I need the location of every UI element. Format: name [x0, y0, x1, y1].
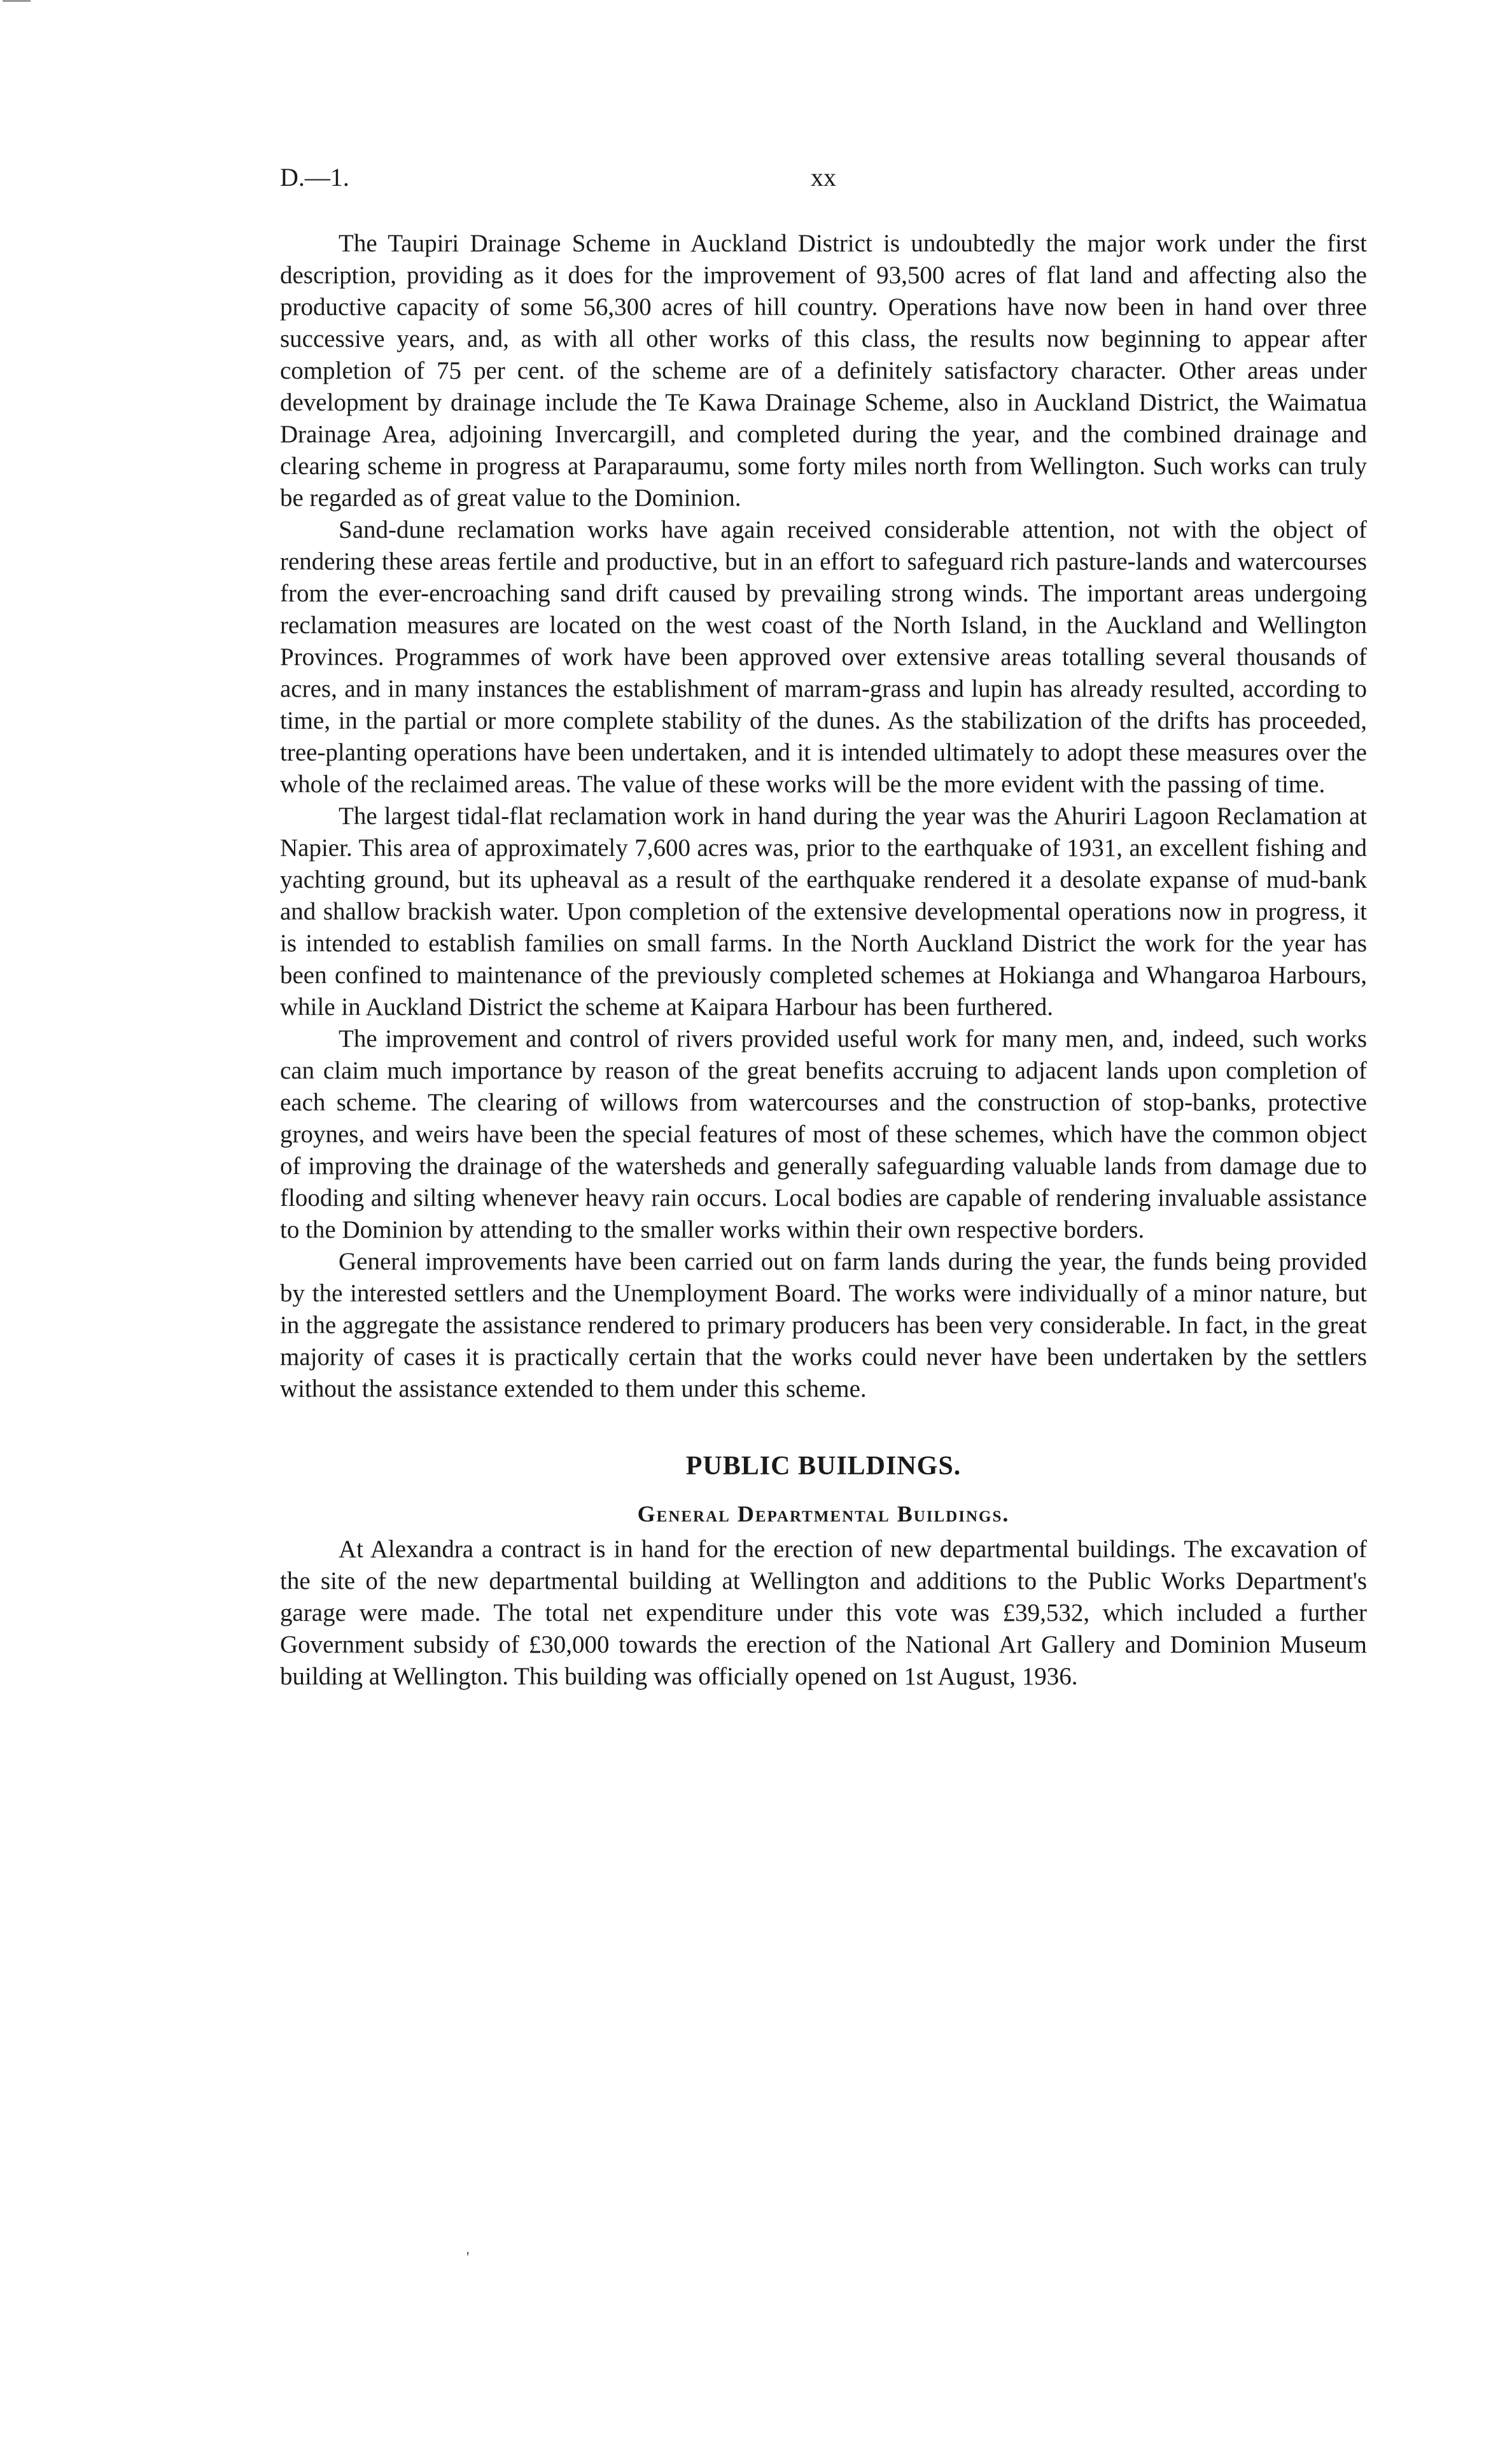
- scan-edge-mark: [3, 0, 31, 2]
- body-text: [280, 228, 1367, 1693]
- section-heading: PUBLIC BUILDINGS.: [685, 1451, 962, 1481]
- stray-mark: ': [466, 2249, 470, 2266]
- paragraph-departmental-buildings: At Alexandra a contract is in hand for the erection of new departmental buildings. The excavation of the site of the new departmental building at Wellington and additions to the Public Works Department's garage were made. The total net expenditure under this vote was £39,532, which included a further Government subsidy of £30,000 towards the erection of the National Art Gallery and Dominion Museum building at Wellington. This building was officially opened on 1st August, 1936.: [280, 1535, 1367, 1690]
- paragraph-farm-improvements: General improvements have been carried out on farm lands during the year, the funds being provided by the interested settlers and the Unemployment Board. The works were individually of a minor nature, but in the aggregate the assistance rendered to primary producers has been very considerable. In fact, in the great majority of cases it is practically certain that the works could never have been undertaken by the settlers without the assistance extended to them under this scheme.: [280, 1248, 1367, 1402]
- document-reference: D.—1.: [280, 163, 349, 192]
- page-header: [280, 162, 1367, 200]
- paragraph-taupiri-drainage: The Taupiri Drainage Scheme in Auckland District is undoubtedly the major work under the first description, providing as it does for the improvement of 93,500 acres of flat land and affecting also the productive capacity of some 56,300 acres of hill country. Operations have now been in hand over three successive years, and, as with all other works of this class, the results now beginning to appear after completion of 75 per cent. of the scheme are of a definitely satisfactory character. Other areas under development by drainage include the Te Kawa Drainage Scheme, also in Auckland District, the Waimatua Drainage Area, adjoining Invercargill, and completed during the year, and the combined drainage and clearing scheme in progress at Paraparaumu, some forty miles north from Wellington. Such works can truly be regarded as of great value to the Dominion.: [280, 230, 1367, 512]
- page-number: xx: [811, 163, 836, 192]
- section-subheading: General Departmental Buildings.: [637, 1501, 1010, 1527]
- paragraph-sand-dune-reclamation: Sand-dune reclamation works have again received considerable attention, not with the object of rendering these areas fertile and productive, but in an effort to safeguard rich pasture-lands and watercourses from the ever-encroaching sand drift caused by prevailing strong winds. The important areas undergoing reclamation measures are located on the west coast of the North Island, in the Auckland and Wellington Provinces. Programmes of work have been approved over extensive areas totalling several thousands of acres, and in many instances the establishment of marram-grass and lupin has already resulted, according to time, in the partial or more complete stability of the dunes. As the stabilization of the drifts has proceeded, tree-planting operations have been undertaken, and it is intended ultimately to adopt these measures over the whole of the reclaimed areas. The value of these works will be the more evident with the passing of time.: [280, 516, 1367, 798]
- paragraph-river-improvement: The improvement and control of rivers provided useful work for many men, and, indeed, such works can claim much importance by reason of the great benefits accruing to adjacent lands upon completion of each scheme. The clearing of willows from watercourses and the construction of stop-banks, protective groynes, and weirs have been the special features of most of these schemes, which have the common object of improving the drainage of the watersheds and generally safeguarding valuable lands from damage due to flooding and silting whenever heavy rain occurs. Local bodies are capable of rendering invaluable assistance to the Dominion by attending to the smaller works within their own respective borders.: [280, 1025, 1367, 1243]
- paragraph-tidal-flat-reclamation: The largest tidal-flat reclamation work in hand during the year was the Ahuriri Lagoon Reclamation at Napier. This area of approximately 7,600 acres was, prior to the earthquake of 1931, an excellent fishing and yachting ground, but its upheaval as a result of the earthquake rendered it a desolate expanse of mud-bank and shallow brackish water. Upon completion of the extensive developmental operations now in progress, it is intended to establish families on small farms. In the North Auckland District the work for the year has been confined to maintenance of the previously completed schemes at Hokianga and Whangaroa Harbours, while in Auckland District the scheme at Kaipara Harbour has been furthered.: [280, 802, 1367, 1021]
